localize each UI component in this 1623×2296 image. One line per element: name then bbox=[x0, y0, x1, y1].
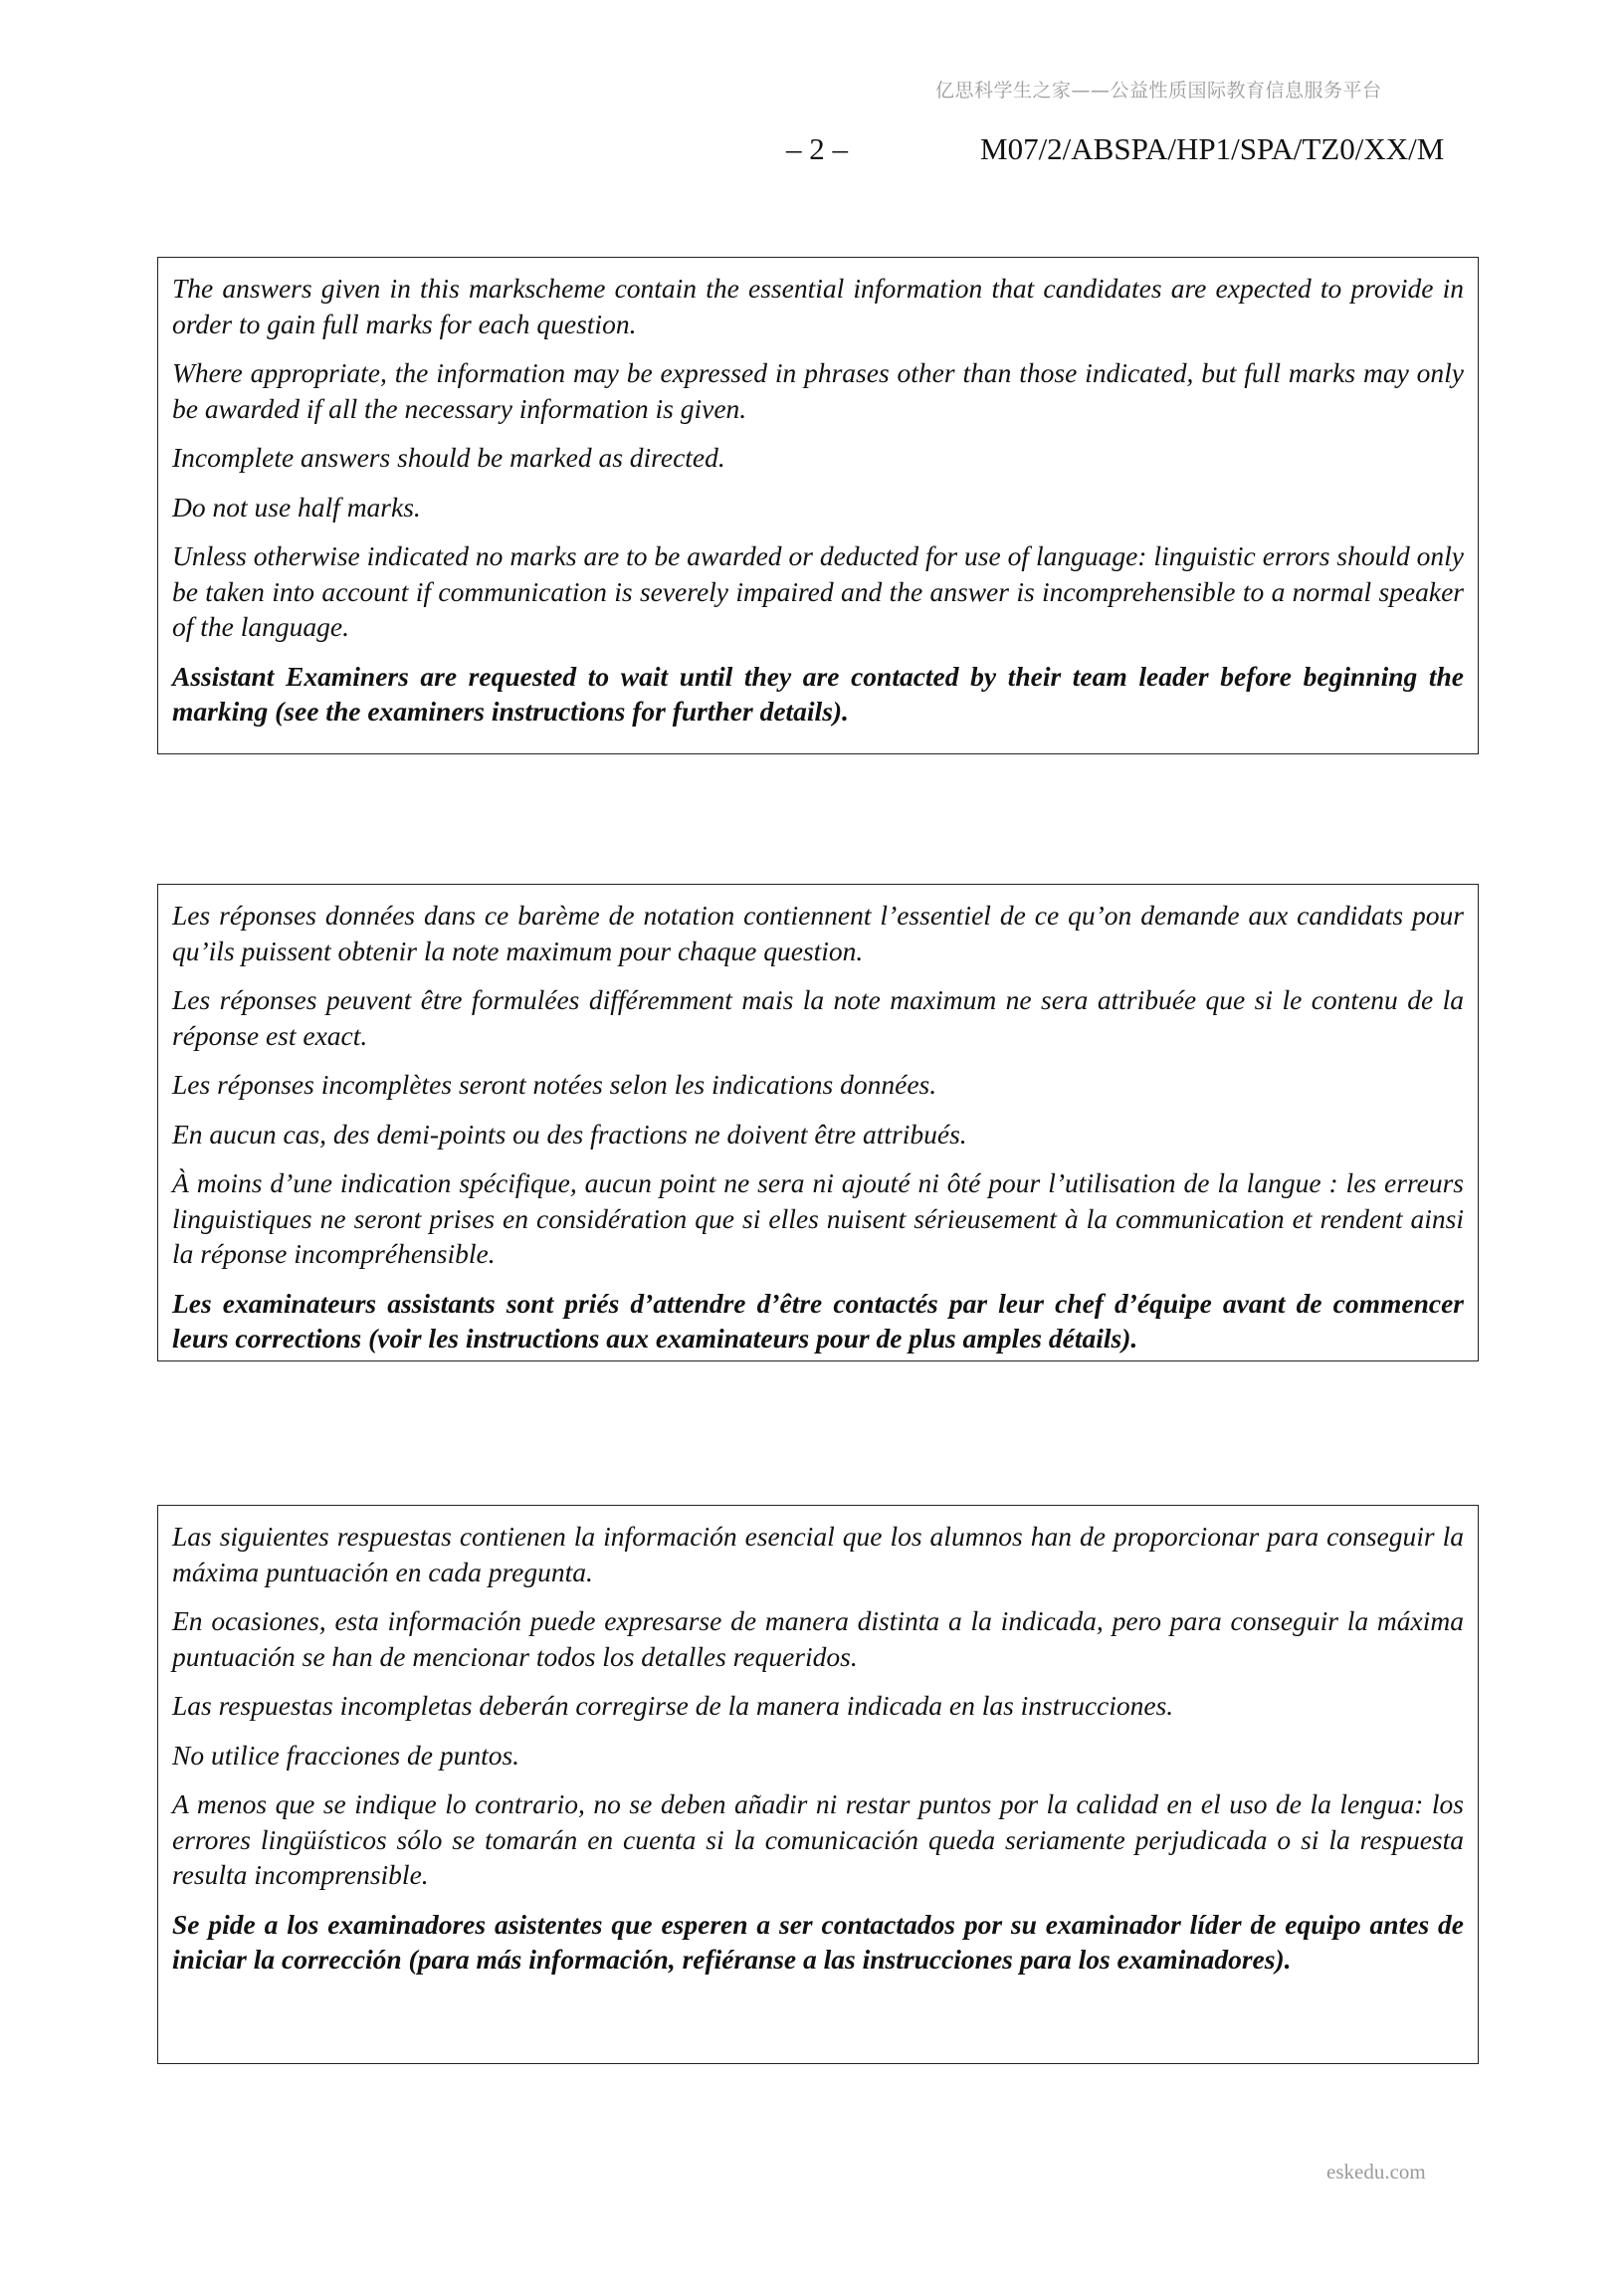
english-paragraph-4: Do not use half marks. bbox=[172, 491, 421, 522]
french-paragraph-5: À moins d’une indication spécifique, aucun point ne sera ni ajouté ni ôté pour l’utilisation de la langue : les erreurs linguistiques ne seront prises en considération que si elles nuisent sérieusement à la communication et rendent ainsi la réponse incompréhensible. bbox=[172, 1167, 1464, 1269]
spanish-paragraph-6: Se pide a los examinadores asistentes que esperen a ser contactados por su examinador líder de equipo antes de iniciar la corrección (para más información, refiéranse a las instrucciones para los examinadores). bbox=[172, 1908, 1464, 1975]
french-paragraph-1: Les réponses données dans ce barème de notation contiennent l’essentiel de ce qu’on demande aux candidats pour qu’ils puissent obtenir la note maximum pour chaque question. bbox=[172, 900, 1464, 966]
english-paragraph-3: Incomplete answers should be marked as directed. bbox=[172, 442, 725, 473]
watermark-bottom: eskedu.com bbox=[1326, 2160, 1426, 2184]
english-paragraph-1: The answers given in this markscheme contain the essential information that candidates are expected to provide in order to gain full marks for each question. bbox=[172, 273, 1464, 339]
instructions-box-french bbox=[157, 884, 1479, 1361]
spanish-paragraph-1: Las siguientes respuestas contienen la información esencial que los alumnos han de proporcionar para conseguir la máxima puntuación en cada pregunta. bbox=[172, 1521, 1464, 1587]
english-paragraph-6: Assistant Examiners are requested to wait until they are contacted by their team leader before beginning the marking (see the examiners instructions for further details). bbox=[172, 660, 1464, 727]
english-paragraph-2: Where appropriate, the information may be expressed in phrases other than those indicated, but full marks may only be awarded if all the necessary information is given. bbox=[172, 357, 1464, 424]
watermark-top: 亿思科学生之家——公益性质国际教育信息服务平台 bbox=[935, 80, 1382, 102]
spanish-paragraph-5: A menos que se indique lo contrario, no se deben añadir ni restar puntos por la calidad en el uso de la lengua: los errores lingüísticos sólo se tomarán en cuenta si la comunicación queda seriamente perjudicada o si la respuesta resulta incomprensible. bbox=[172, 1788, 1464, 1890]
spanish-paragraph-2: En ocasiones, esta información puede expresarse de manera distinta a la indicada, pero para conseguir la máxima puntuación se han de mencionar todos los detalles requeridos. bbox=[172, 1605, 1464, 1672]
instructions-box-spanish bbox=[157, 1505, 1479, 2064]
french-paragraph-4: En aucun cas, des demi-points ou des fractions ne doivent être attribués. bbox=[172, 1118, 967, 1149]
english-paragraph-5: Unless otherwise indicated no marks are to be awarded or deducted for use of language: linguistic errors should only be taken into account if communication is severely impaired and the answer is incomprehensible to a normal speaker of the language. bbox=[172, 540, 1464, 642]
page-number: – 2 – bbox=[786, 131, 848, 166]
instructions-box-english bbox=[157, 257, 1479, 754]
paper-code: M07/2/ABSPA/HP1/SPA/TZ0/XX/M bbox=[980, 131, 1445, 166]
french-paragraph-3: Les réponses incomplètes seront notées selon les indications données. bbox=[172, 1069, 937, 1100]
spanish-paragraph-4: No utilice fracciones de puntos. bbox=[172, 1739, 520, 1771]
french-paragraph-6: Les examinateurs assistants sont priés d’attendre d’être contactés par leur chef d’équipe avant de commencer leurs corrections (voir les instructions aux examinateurs pour de plus amples détails). bbox=[172, 1287, 1464, 1354]
french-paragraph-2: Les réponses peuvent être formulées différemment mais la note maximum ne sera attribuée que si le contenu de la réponse est exact. bbox=[172, 984, 1464, 1051]
spanish-paragraph-3: Las respuestas incompletas deberán corregirse de la manera indicada en las instrucciones. bbox=[172, 1690, 1174, 1721]
